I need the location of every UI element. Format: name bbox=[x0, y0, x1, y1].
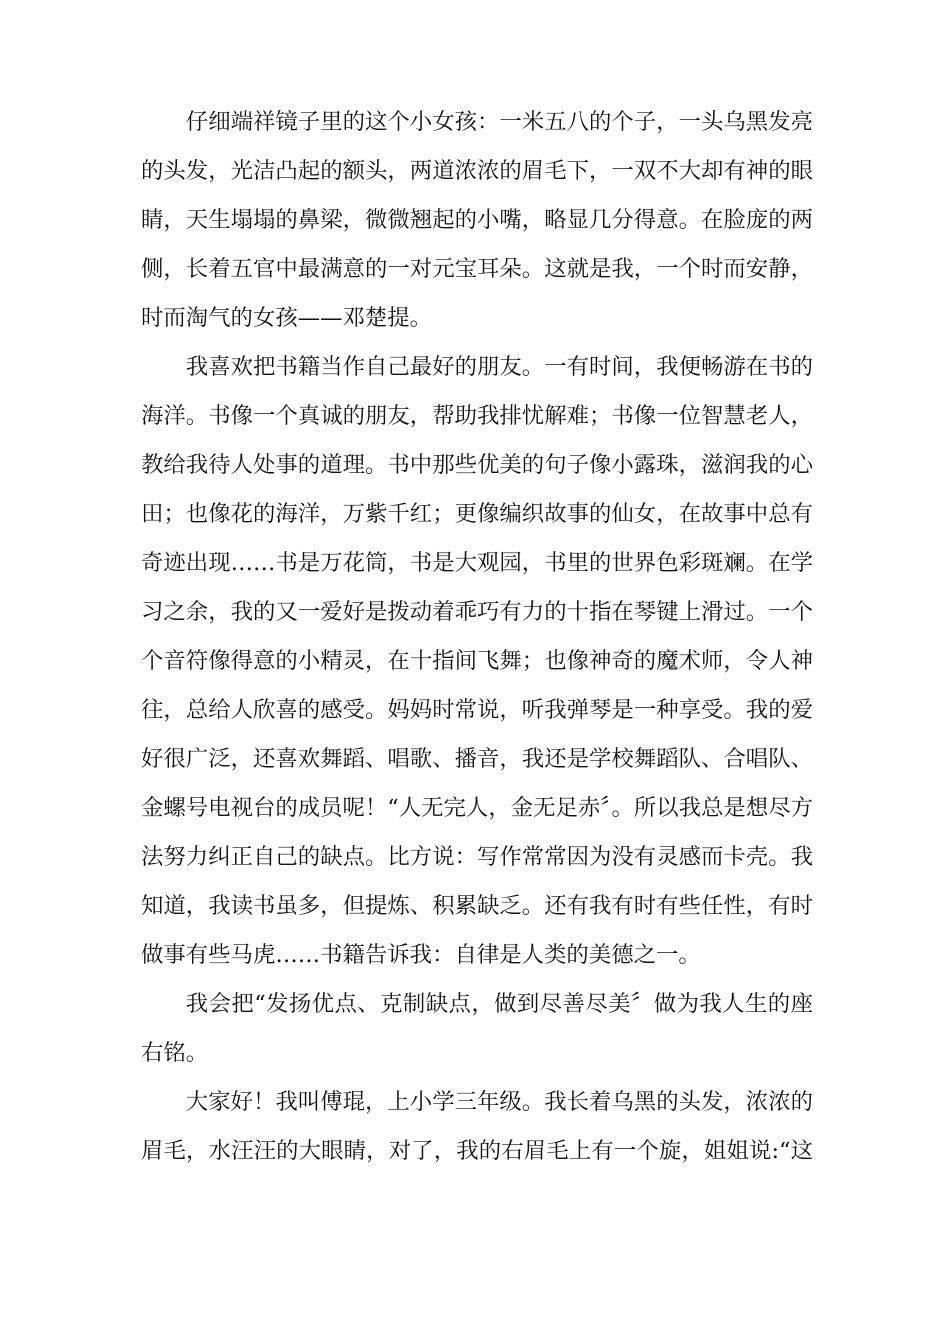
text-line: 知道，我读书虽多，但提炼、积累缺乏。还有我有时有些任性，有时 bbox=[141, 893, 813, 919]
text-line: 睛，天生塌塌的鼻梁，微微翘起的小嘴，略显几分得意。在脸庞的两 bbox=[141, 207, 813, 233]
text-line: 奇迹出现……书是万花筒，书是大观园，书里的世界色彩斑斓。在学 bbox=[141, 550, 813, 576]
document-body bbox=[141, 98, 813, 1176]
text-line: 仔细端祥镜子里的这个小女孩：一米五八的个子，一头乌黑发亮 bbox=[185, 109, 813, 135]
text-line: 右铭。 bbox=[141, 1040, 209, 1066]
text-line: 好很广泛，还喜欢舞蹈、唱歌、播音，我还是学校舞蹈队、合唱队、 bbox=[141, 746, 813, 772]
text-line: 往，总给人欣喜的感受。妈妈时常说，听我弹琴是一种享受。我的爱 bbox=[141, 697, 813, 723]
text-line: 眉毛，水汪汪的大眼睛，对了，我的右眉毛上有一个旋，姐姐说:“这 bbox=[141, 1138, 813, 1164]
text-line: 习之余，我的又一爱好是拨动着乖巧有力的十指在琴键上滑过。一个 bbox=[141, 599, 813, 625]
text-line: 做事有些马虎……书籍告诉我：自律是人类的美德之一。 bbox=[141, 942, 701, 968]
paragraph-introduction bbox=[141, 1078, 813, 1176]
text-line: 的头发，光洁凸起的额头，两道浓浓的眉毛下，一双不大却有神的眼 bbox=[141, 158, 813, 184]
text-line: 我会把“发扬优点、克制缺点，做到尽善尽美〞做为我人生的座 bbox=[185, 991, 813, 1017]
text-line: 金螺号电视台的成员呢！“人无完人，金无足赤〞。所以我总是想尽方 bbox=[141, 795, 813, 821]
text-line: 侧，长着五官中最满意的一对元宝耳朵。这就是我，一个时而安静， bbox=[141, 256, 813, 282]
text-line: 法努力纠正自己的缺点。比方说：写作常常因为没有灵感而卡壳。我 bbox=[141, 844, 813, 870]
text-line: 时而淘气的女孩——邓楚提。 bbox=[141, 305, 433, 331]
text-line: 田；也像花的海洋，万紫千红；更像编织故事的仙女，在故事中总有 bbox=[141, 501, 813, 527]
paragraph-self-description bbox=[141, 98, 813, 343]
text-line: 个音符像得意的小精灵，在十指间飞舞；也像神奇的魔术师，令人神 bbox=[141, 648, 813, 674]
text-line: 教给我待人处事的道理。书中那些优美的句子像小露珠，滋润我的心 bbox=[141, 452, 813, 478]
text-line: 我喜欢把书籍当作自己最好的朋友。一有时间，我便畅游在书的 bbox=[185, 354, 813, 380]
text-line: 大家好！我叫傅琨，上小学三年级。我长着乌黑的头发，浓浓的 bbox=[185, 1089, 813, 1115]
text-line: 海洋。书像一个真诚的朋友，帮助我排忧解难；书像一位智慧老人， bbox=[141, 403, 813, 429]
paragraph-motto bbox=[141, 980, 813, 1078]
paragraph-hobbies bbox=[141, 343, 813, 980]
